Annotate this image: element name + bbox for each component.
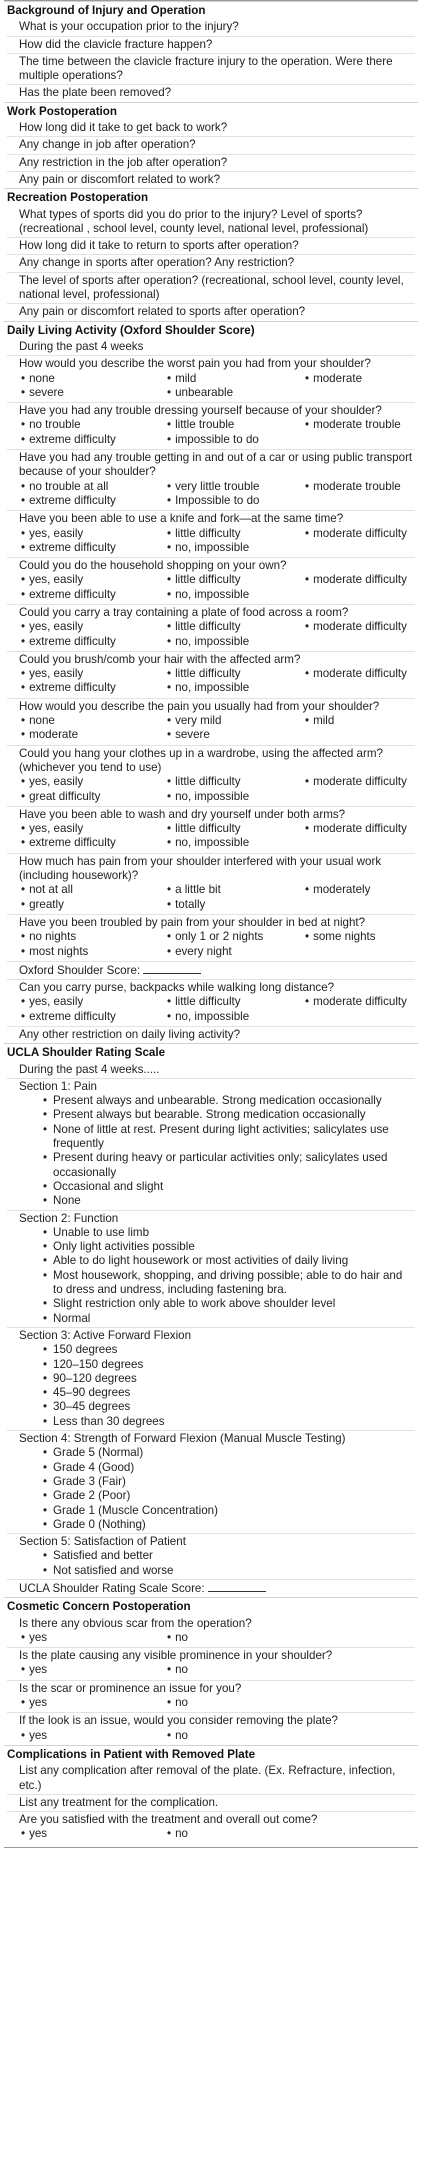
bullet-option[interactable]: • 45–90 degrees — [43, 1386, 415, 1400]
question: Have you been able to use a knife and fork—at the same time? • yes, easily • little difficulty • moderate difficulty • extreme difficulty • no, impossible — [7, 510, 415, 557]
option[interactable]: • Impossible to do — [167, 494, 305, 508]
bullet-option[interactable]: • Most housework, shopping, and driving possible; able to do hair and to dress and undress, including fastening bra. — [43, 1269, 415, 1298]
bullet-option[interactable]: • Grade 4 (Good) — [43, 1461, 415, 1475]
options — [7, 1729, 415, 1744]
option[interactable]: • no, impossible — [167, 790, 305, 804]
option[interactable]: • impossible to do — [167, 433, 305, 447]
bullet-list — [19, 1446, 415, 1532]
bottom-rule — [4, 1847, 418, 1848]
bullet-option[interactable]: • Grade 1 (Muscle Concentration) — [43, 1504, 415, 1518]
subsection-title: Section 4: Strength of Forward Flexion (Manual Muscle Testing) — [19, 1432, 346, 1446]
question: List any treatment for the complication. — [7, 1794, 415, 1811]
section-ucla — [4, 1043, 418, 1597]
question: Could you brush/comb your hair with the affected arm? • yes, easily • little difficulty • moderate difficulty • extreme difficulty • no, impossible — [7, 651, 415, 698]
question: Any pain or discomfort related to work? — [7, 171, 415, 188]
ucla-s2 — [7, 1210, 415, 1327]
option[interactable]: • little difficulty — [167, 995, 305, 1009]
question: Could you carry a tray containing a plate of food across a room? • yes, easily • little difficulty • moderate difficulty • extreme difficulty • no, impossible — [7, 604, 415, 651]
question: Have you had any trouble getting in and out of a car or using public transport because of your shoulder? • no trouble at all • very little trouble • moderate trouble • extreme difficulty • Impossible to do — [7, 449, 415, 510]
option[interactable]: • moderate difficulty — [305, 775, 422, 789]
bullet-option[interactable]: • 30–45 degrees — [43, 1400, 415, 1414]
option[interactable]: • yes — [21, 1729, 167, 1743]
bullet-option[interactable]: • Only light activities possible — [43, 1240, 415, 1254]
question: Any change in job after operation? — [7, 136, 415, 153]
options — [7, 1696, 415, 1711]
bullet-option[interactable]: • Able to do light housework or most activities of daily living — [43, 1254, 415, 1268]
question: How long did it take to get back to work? — [19, 121, 228, 135]
option[interactable]: • little difficulty — [167, 822, 305, 836]
question: Can you carry purse, backpacks while walking long distance? • yes, easily • little difficulty • moderate difficulty • extreme difficulty • no, impossible — [7, 979, 415, 1026]
question: What is your occupation prior to the injury? — [19, 20, 239, 34]
option[interactable]: • yes, easily — [21, 667, 167, 681]
section-recreation — [4, 188, 418, 320]
option[interactable]: • moderate difficulty — [305, 667, 422, 681]
question: Any pain or discomfort related to sports after operation? — [7, 303, 415, 320]
option[interactable]: • moderately — [305, 883, 422, 897]
section-cosmetic — [4, 1597, 418, 1745]
options — [7, 620, 415, 650]
question: Has the plate been removed? — [7, 84, 415, 101]
option[interactable]: • extreme difficulty — [21, 494, 167, 508]
option[interactable]: • yes, easily — [21, 620, 167, 634]
section-title: Cosmetic Concern Postoperation — [7, 1600, 191, 1614]
options — [7, 480, 415, 510]
option[interactable]: • severe — [21, 386, 167, 400]
option[interactable]: • yes — [21, 1696, 167, 1710]
question: The time between the clavicle fracture injury to the operation. Were there multiple operations? — [7, 53, 415, 85]
option[interactable]: • yes — [21, 1827, 167, 1841]
options — [7, 1631, 415, 1646]
options — [7, 714, 415, 744]
option[interactable]: • little difficulty — [167, 775, 305, 789]
option[interactable]: • yes — [21, 1631, 167, 1645]
question: Any change in sports after operation? Any restriction? — [7, 254, 415, 271]
question: Have you been able to wash and dry yourself under both arms? • yes, easily • little difficulty • moderate difficulty • extreme difficulty • no, impossible — [7, 806, 415, 853]
bullet-option[interactable]: • Grade 3 (Fair) — [43, 1475, 415, 1489]
section-title: Complications in Patient with Removed Plate — [7, 1747, 256, 1761]
question: Have you been troubled by pain from your shoulder in bed at night? • no nights • only 1 or 2 nights • some nights • most nights • every night — [7, 914, 415, 961]
subsection-title: Section 2: Function — [19, 1211, 119, 1225]
subsection-title: Section 3: Active Forward Flexion — [19, 1328, 192, 1342]
options — [7, 995, 415, 1025]
options — [7, 883, 415, 913]
subsection-title: Section 1: Pain — [19, 1079, 97, 1093]
section-daily-living — [4, 321, 418, 1044]
option[interactable]: • no — [167, 1663, 422, 1677]
bullet-option[interactable]: • Unable to use limb — [43, 1226, 415, 1240]
option[interactable]: • little difficulty — [167, 573, 305, 587]
question: Could you hang your clothes up in a wardrobe, using the affected arm? (whichever you tend to use) • yes, easily • little difficulty • moderate difficulty • great difficulty • no, impossible — [7, 745, 415, 806]
section-title: Recreation Postoperation — [7, 191, 149, 205]
option[interactable]: • no, impossible — [167, 1010, 305, 1024]
score-line: UCLA Shoulder Rating Scale Score: — [7, 1579, 415, 1597]
question: Any restriction in the job after operation? — [7, 154, 415, 171]
option[interactable]: • mild — [167, 372, 305, 386]
option[interactable]: • some nights — [305, 930, 422, 944]
option[interactable]: • no trouble at all — [21, 480, 167, 494]
option[interactable]: • little trouble — [167, 418, 305, 432]
bullet-option[interactable]: • 150 degrees — [43, 1343, 415, 1357]
options — [7, 1663, 415, 1678]
ucla-s4 — [7, 1430, 415, 1533]
question: How would you describe the worst pain you had from your shoulder? • none • mild • moderate • severe • unbearable — [7, 355, 415, 402]
option[interactable]: • no — [167, 1631, 422, 1645]
option[interactable]: • extreme difficulty — [21, 1010, 167, 1024]
bullet-option[interactable]: • Less than 30 degrees — [43, 1415, 415, 1429]
option[interactable]: • only 1 or 2 nights — [167, 930, 305, 944]
bullet-list — [19, 1094, 415, 1208]
option[interactable]: • a little bit — [167, 883, 305, 897]
section-title: UCLA Shoulder Rating Scale — [7, 1046, 166, 1060]
section-title: Work Postoperation — [7, 104, 117, 118]
options — [7, 418, 415, 448]
question: How long did it take to return to sports after operation? — [7, 237, 415, 254]
option[interactable]: • yes, easily — [21, 775, 167, 789]
option[interactable]: • not at all — [21, 883, 167, 897]
options — [7, 930, 415, 960]
question: Are you satisfied with the treatment and overall out come? • yes • no — [7, 1811, 415, 1844]
option[interactable]: • yes, easily — [21, 527, 167, 541]
option[interactable]: • mild — [305, 714, 422, 728]
questionnaire-document — [4, 0, 418, 2161]
option[interactable]: • no, impossible — [167, 541, 305, 555]
bullet-option[interactable]: • Grade 2 (Poor) — [43, 1489, 415, 1503]
option[interactable]: • yes, easily — [21, 995, 167, 1009]
option[interactable]: • greatly — [21, 898, 167, 912]
option[interactable]: • moderate difficulty — [305, 527, 422, 541]
option[interactable]: • very little trouble — [167, 480, 305, 494]
score-blank[interactable] — [208, 1581, 266, 1592]
option[interactable]: • very mild — [167, 714, 305, 728]
bullet-option[interactable]: • Grade 0 (Nothing) — [43, 1518, 415, 1532]
question: If the look is an issue, would you consider removing the plate? • yes • no — [7, 1712, 415, 1745]
bullet-option[interactable]: • None — [43, 1194, 415, 1208]
option[interactable]: • yes — [21, 1663, 167, 1677]
bullet-list — [19, 1226, 415, 1326]
option[interactable]: • no nights — [21, 930, 167, 944]
options — [7, 822, 415, 852]
question: Is the scar or prominence an issue for you? • yes • no — [7, 1680, 415, 1713]
subsection-title: Section 5: Satisfaction of Patient — [19, 1535, 186, 1549]
option[interactable]: • totally — [167, 898, 305, 912]
bullet-list — [19, 1343, 415, 1429]
option[interactable]: • severe — [167, 728, 305, 742]
option[interactable]: • no, impossible — [167, 635, 305, 649]
option[interactable]: • little difficulty — [167, 527, 305, 541]
question: Any other restriction on daily living activity? — [7, 1026, 415, 1043]
option[interactable]: • no — [167, 1827, 422, 1841]
option[interactable]: • every night — [167, 945, 305, 959]
score-blank[interactable] — [143, 963, 201, 974]
bullet-option[interactable]: • None of little at rest. Present during light activities; salicylates use frequently — [43, 1123, 415, 1152]
question: Is there any obvious scar from the operation? • yes • no — [7, 1616, 415, 1648]
section-title: Background of Injury and Operation — [7, 4, 206, 17]
section-title: Daily Living Activity (Oxford Shoulder Score) — [7, 323, 255, 337]
option[interactable]: • most nights — [21, 945, 167, 959]
option[interactable]: • no — [167, 1696, 422, 1710]
ucla-s5 — [7, 1533, 415, 1579]
ucla-s1 — [7, 1078, 415, 1210]
option[interactable]: • moderate trouble — [305, 418, 422, 432]
section-intro: During the past 4 weeks — [19, 339, 144, 353]
option[interactable]: • none — [21, 714, 167, 728]
section-complications — [4, 1745, 418, 1844]
question: Have you had any trouble dressing yourself because of your shoulder? • no trouble • little trouble • moderate trouble • extreme difficulty • impossible to do — [7, 402, 415, 449]
option[interactable]: • none — [21, 372, 167, 386]
options — [7, 1827, 415, 1842]
ucla-s3 — [7, 1327, 415, 1430]
option[interactable]: • great difficulty — [21, 790, 167, 804]
options — [7, 775, 415, 805]
score-line: Oxford Shoulder Score: — [7, 961, 415, 979]
option[interactable]: • extreme difficulty — [21, 541, 167, 555]
option[interactable]: • no trouble — [21, 418, 167, 432]
option[interactable]: • little difficulty — [167, 667, 305, 681]
option[interactable]: • moderate difficulty — [305, 620, 422, 634]
option[interactable]: • no, impossible — [167, 681, 305, 695]
option[interactable]: • extreme difficulty — [21, 588, 167, 602]
question: Could you do the household shopping on your own? • yes, easily • little difficulty • moderate difficulty • extreme difficulty • no, impossible — [7, 557, 415, 604]
option[interactable]: • moderate — [21, 728, 167, 742]
bullet-option[interactable]: • Normal — [43, 1312, 415, 1326]
option[interactable]: • little difficulty — [167, 620, 305, 634]
bullet-option[interactable]: • Occasional and slight — [43, 1180, 415, 1194]
option[interactable]: • no — [167, 1729, 422, 1743]
bullet-option[interactable]: • 90–120 degrees — [43, 1372, 415, 1386]
option[interactable]: • moderate difficulty — [305, 995, 422, 1009]
options — [7, 573, 415, 603]
options — [7, 667, 415, 697]
question: The level of sports after operation? (recreational, school level, county level, national level, professional) — [7, 272, 415, 304]
option[interactable]: • extreme difficulty — [21, 635, 167, 649]
options — [7, 372, 415, 402]
option[interactable]: • extreme difficulty — [21, 433, 167, 447]
question: How much has pain from your shoulder interfered with your usual work (including housework)? • not at all • a little bit • moderately • greatly • totally — [7, 853, 415, 914]
bullet-option[interactable]: • Satisfied and better — [43, 1549, 415, 1563]
bullet-option[interactable]: • Present always but bearable. Strong medication occasionally — [43, 1108, 415, 1122]
bullet-option[interactable]: • Grade 5 (Normal) — [43, 1446, 415, 1460]
option[interactable]: • yes, easily — [21, 573, 167, 587]
option[interactable]: • moderate difficulty — [305, 822, 422, 836]
bullet-option[interactable]: • Present during heavy or particular activities only; salicylates used occasionally — [43, 1151, 415, 1180]
bullet-option[interactable]: • Not satisfied and worse — [43, 1564, 415, 1578]
bullet-option[interactable]: • Slight restriction only able to work above shoulder level — [43, 1297, 415, 1311]
option[interactable]: • extreme difficulty — [21, 836, 167, 850]
option[interactable]: • moderate difficulty — [305, 573, 422, 587]
options — [7, 527, 415, 557]
bullet-list — [19, 1549, 415, 1578]
option[interactable]: • no, impossible — [167, 836, 305, 850]
bullet-option[interactable]: • 120–150 degrees — [43, 1358, 415, 1372]
option[interactable]: • yes, easily — [21, 822, 167, 836]
question: How would you describe the pain you usually had from your shoulder? • none • very mild • mild • moderate • severe — [7, 698, 415, 745]
option[interactable]: • no, impossible — [167, 588, 305, 602]
question: How did the clavicle fracture happen? — [7, 36, 415, 53]
option[interactable]: • extreme difficulty — [21, 681, 167, 695]
section-work — [4, 102, 418, 188]
option[interactable]: • moderate trouble — [305, 480, 422, 494]
question: Is the plate causing any visible prominence in your shoulder? • yes • no — [7, 1647, 415, 1680]
question: What types of sports did you do prior to the injury? Level of sports? (recreational , school level, county level, national level, professional) — [19, 207, 369, 235]
option[interactable]: • moderate — [305, 372, 422, 386]
bullet-option[interactable]: • Present always and unbearable. Strong medication occasionally — [43, 1094, 415, 1108]
section-background — [4, 1, 418, 102]
question: List any complication after removal of the plate. (Ex. Refracture, infection, etc.) — [19, 1764, 396, 1792]
section-intro: During the past 4 weeks..... — [19, 1062, 160, 1076]
option[interactable]: • unbearable — [167, 386, 305, 400]
